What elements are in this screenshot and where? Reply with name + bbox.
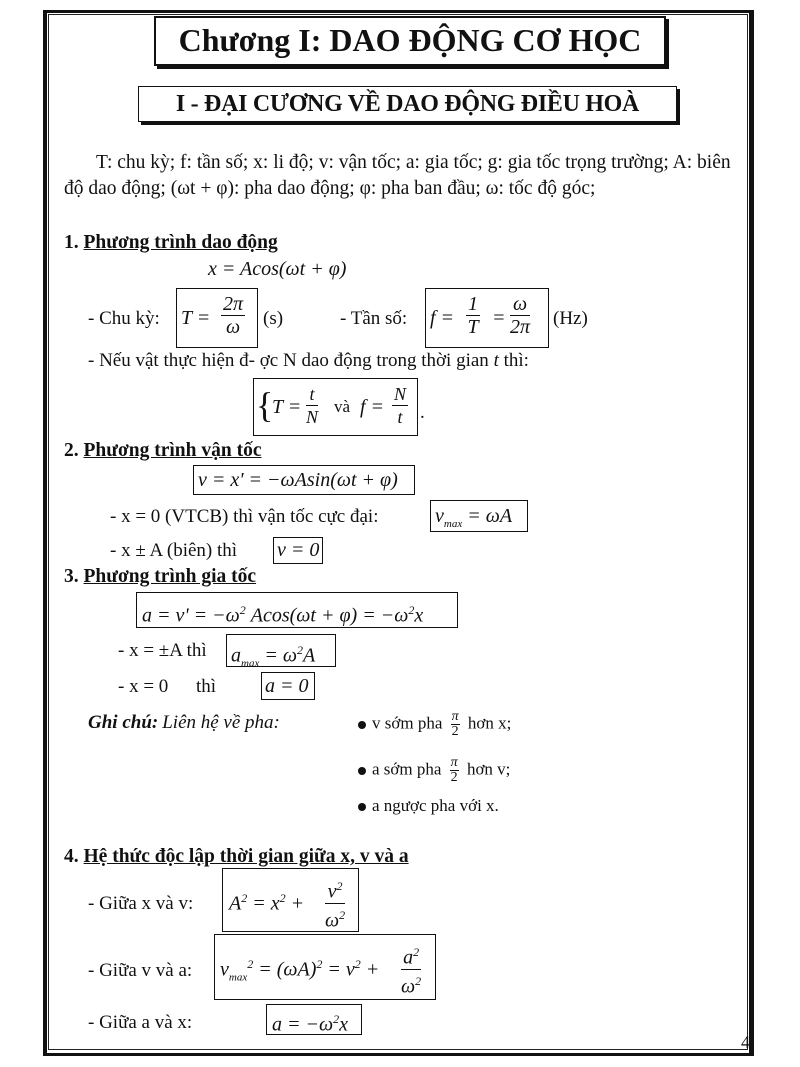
n-T-denominator: N — [306, 407, 319, 427]
xv-num-exp: 2 — [336, 879, 343, 893]
heading-4-text: Hệ thức độc lập thời gian giữa x, v và a — [83, 846, 409, 867]
heading-2 — [64, 440, 261, 462]
two-denominator: 2 — [450, 770, 458, 785]
xv-exp-A: 2 — [241, 891, 248, 905]
equation-acceleration — [136, 592, 458, 628]
va-den-w: ω — [401, 975, 416, 998]
heading-4-number: 4. — [64, 846, 79, 867]
acceleration-part-c: x — [414, 604, 424, 627]
intro-text: T: chu kỳ; f: tần số; x: li độ; v: vận tốc; a: gia tốc; g: gia tốc trọng trường; A: biên độ dao động; (ωt + φ): pha dao động; φ: pha ban đầu; ω: tốc độ góc; — [64, 152, 731, 199]
frequency-equals: = — [492, 307, 506, 329]
chapter-title: Chương I: DAO ĐỘNG CƠ HỌC — [154, 16, 666, 66]
n-f-numerator: N — [394, 384, 407, 404]
vmax-box — [430, 500, 528, 532]
acceleration-exp-1: 2 — [239, 603, 246, 617]
phase-item-1 — [358, 710, 511, 739]
heading-1-text: Phương trình dao động — [83, 232, 278, 253]
n-f-fraction — [392, 383, 408, 428]
acceleration-part-b: Acos(ωt + φ) = −ω — [250, 604, 409, 627]
xv-numerator — [325, 875, 345, 904]
heading-2-number: 2. — [64, 440, 79, 461]
amax-a: a — [231, 644, 241, 667]
pi-over-2-fraction — [450, 756, 459, 785]
period-label: - Chu kỳ: — [88, 308, 160, 329]
phase-1-text-b: hơn x; — [467, 713, 512, 733]
phase-3-text: a ngược pha với x. — [372, 796, 499, 815]
note-text: Liên hệ về pha: — [162, 712, 280, 733]
va-label: - Giữa v và a: — [88, 960, 193, 981]
xv-exp-x: 2 — [279, 891, 286, 905]
va-lhs — [220, 957, 379, 984]
vmax-text: - x = 0 (VTCB) thì vận tốc cực đại: — [110, 506, 379, 527]
xv-eq: = x — [252, 892, 280, 915]
heading-2-text: Phương trình vận tốc — [83, 440, 262, 461]
period-denominator: ω — [225, 316, 241, 338]
heading-3 — [64, 566, 256, 588]
n-T-fraction — [306, 383, 318, 428]
frequency-lhs: f = — [430, 307, 455, 329]
period-unit: (s) — [263, 308, 284, 329]
amax-text: - x = ±A thì — [118, 640, 207, 661]
va-formula-box — [214, 934, 436, 1000]
pi-over-2-fraction — [451, 710, 460, 739]
a-zero-then: thì — [196, 676, 217, 697]
n-f-lhs: f = — [360, 396, 385, 418]
vmax-sub: max — [443, 518, 463, 530]
amax-exp: 2 — [296, 643, 303, 657]
va-num-exp: 2 — [413, 945, 420, 959]
va-fraction — [401, 941, 421, 997]
pi-numerator: π — [451, 709, 459, 724]
phase-item-2 — [358, 756, 510, 785]
pi-numerator: π — [450, 755, 458, 770]
period-lhs: T = — [181, 307, 211, 329]
phase-2-text-b: hơn v; — [466, 759, 511, 779]
frequency-formula-box — [425, 288, 549, 348]
va-exp-v: 2 — [247, 957, 254, 971]
frequency-denominator-1: T — [467, 316, 479, 338]
v-zero-box: v = 0 — [273, 537, 323, 564]
va-exp-mid: 2 — [316, 957, 323, 971]
heading-4 — [64, 846, 409, 868]
xv-fraction — [325, 875, 345, 931]
xv-label: - Giữa x và v: — [88, 893, 194, 914]
va-den-exp: 2 — [415, 973, 422, 988]
section-title: I - ĐẠI CƯƠNG VỀ DAO ĐỘNG ĐIỀU HOÀ — [138, 86, 677, 122]
frequency-numerator-1: 1 — [468, 293, 478, 315]
bullet-icon — [358, 767, 366, 775]
vmax-v: v — [435, 505, 444, 527]
n-oscillations-box — [253, 378, 418, 436]
brace: { — [256, 385, 274, 425]
n-oscillations-text: - Nếu vật thực hiện đ- ợc N dao động trong thời gian — [88, 350, 489, 371]
frequency-label: - Tần số: — [340, 308, 408, 329]
period-fraction — [221, 293, 245, 338]
equation-position: x = Acos(ωt + φ) — [208, 258, 347, 280]
xv-denominator — [325, 904, 345, 932]
equation-velocity: v = x' = −ωAsin(ωt + φ) — [193, 465, 415, 495]
n-oscillations-t: t — [493, 350, 499, 371]
frequency-fraction-1 — [466, 293, 480, 338]
acceleration-exp-2: 2 — [408, 603, 415, 617]
phase-1-text-a: v sớm pha — [372, 713, 443, 733]
heading-1-number: 1. — [64, 232, 79, 253]
period-numerator: 2π — [223, 293, 244, 315]
xv-lhs — [229, 891, 304, 916]
n-T-numerator: t — [306, 383, 318, 406]
frequency-unit: (Hz) — [553, 308, 588, 329]
va-denominator — [401, 970, 421, 998]
va-mid: = (ωA) — [258, 958, 317, 981]
note-line — [88, 712, 280, 734]
note-label: Ghi chú: — [88, 712, 159, 733]
va-numerator — [401, 941, 421, 970]
ax-formula-box — [266, 1004, 362, 1035]
two-denominator: 2 — [451, 724, 459, 739]
amax-box — [226, 634, 336, 670]
n-f-denominator: t — [397, 407, 403, 427]
v-zero-text: - x ± A (biên) thì — [110, 540, 238, 561]
va-v: v — [220, 958, 229, 981]
frequency-fraction-2 — [510, 293, 530, 338]
a-zero-box: a = 0 — [261, 672, 315, 700]
xv-A: A — [229, 892, 242, 915]
phase-item-3 — [358, 796, 499, 816]
xv-formula-box — [222, 868, 359, 932]
phase-2-text-a: a sớm pha — [372, 759, 442, 779]
va-exp-eq: 2 — [354, 957, 361, 971]
xv-num-v: v — [327, 880, 337, 903]
heading-1 — [64, 232, 278, 254]
xv-den-exp: 2 — [339, 907, 346, 922]
period-formula-box — [176, 288, 258, 348]
va-num-a: a — [403, 946, 414, 969]
amax-rhs: = ω — [264, 644, 297, 667]
bullet-icon — [358, 721, 366, 729]
va-plus: + — [365, 958, 380, 981]
frequency-denominator-2: 2π — [510, 316, 531, 338]
n-oscillations-then: thì: — [503, 350, 529, 371]
ax-x: x — [339, 1013, 349, 1036]
va-eq: = v — [327, 958, 355, 981]
heading-3-text: Phương trình gia tốc — [83, 566, 257, 587]
frequency-numerator-2: ω — [510, 293, 530, 316]
vmax-rhs: = ωA — [467, 505, 513, 527]
n-and: và — [334, 397, 351, 416]
xv-plus: + — [290, 892, 305, 915]
n-period-dot: . — [420, 402, 425, 423]
amax-sub: max — [241, 657, 260, 670]
ax-exp: 2 — [333, 1012, 340, 1026]
n-T-lhs: T = — [272, 396, 302, 418]
xv-den-w: ω — [325, 909, 340, 932]
amax-tail: A — [302, 644, 316, 667]
acceleration-part-a: a = v' = −ω — [142, 604, 240, 627]
bullet-icon — [358, 803, 366, 811]
ax-lhs: a = −ω — [272, 1013, 334, 1036]
heading-3-number: 3. — [64, 566, 79, 587]
ax-label: - Giữa a và x: — [88, 1012, 193, 1033]
n-oscillations-line — [88, 350, 529, 372]
va-sub: max — [228, 971, 248, 984]
page-number: 4 — [741, 1032, 750, 1052]
intro-paragraph — [64, 150, 754, 202]
a-zero-text: - x = 0 — [118, 676, 169, 697]
